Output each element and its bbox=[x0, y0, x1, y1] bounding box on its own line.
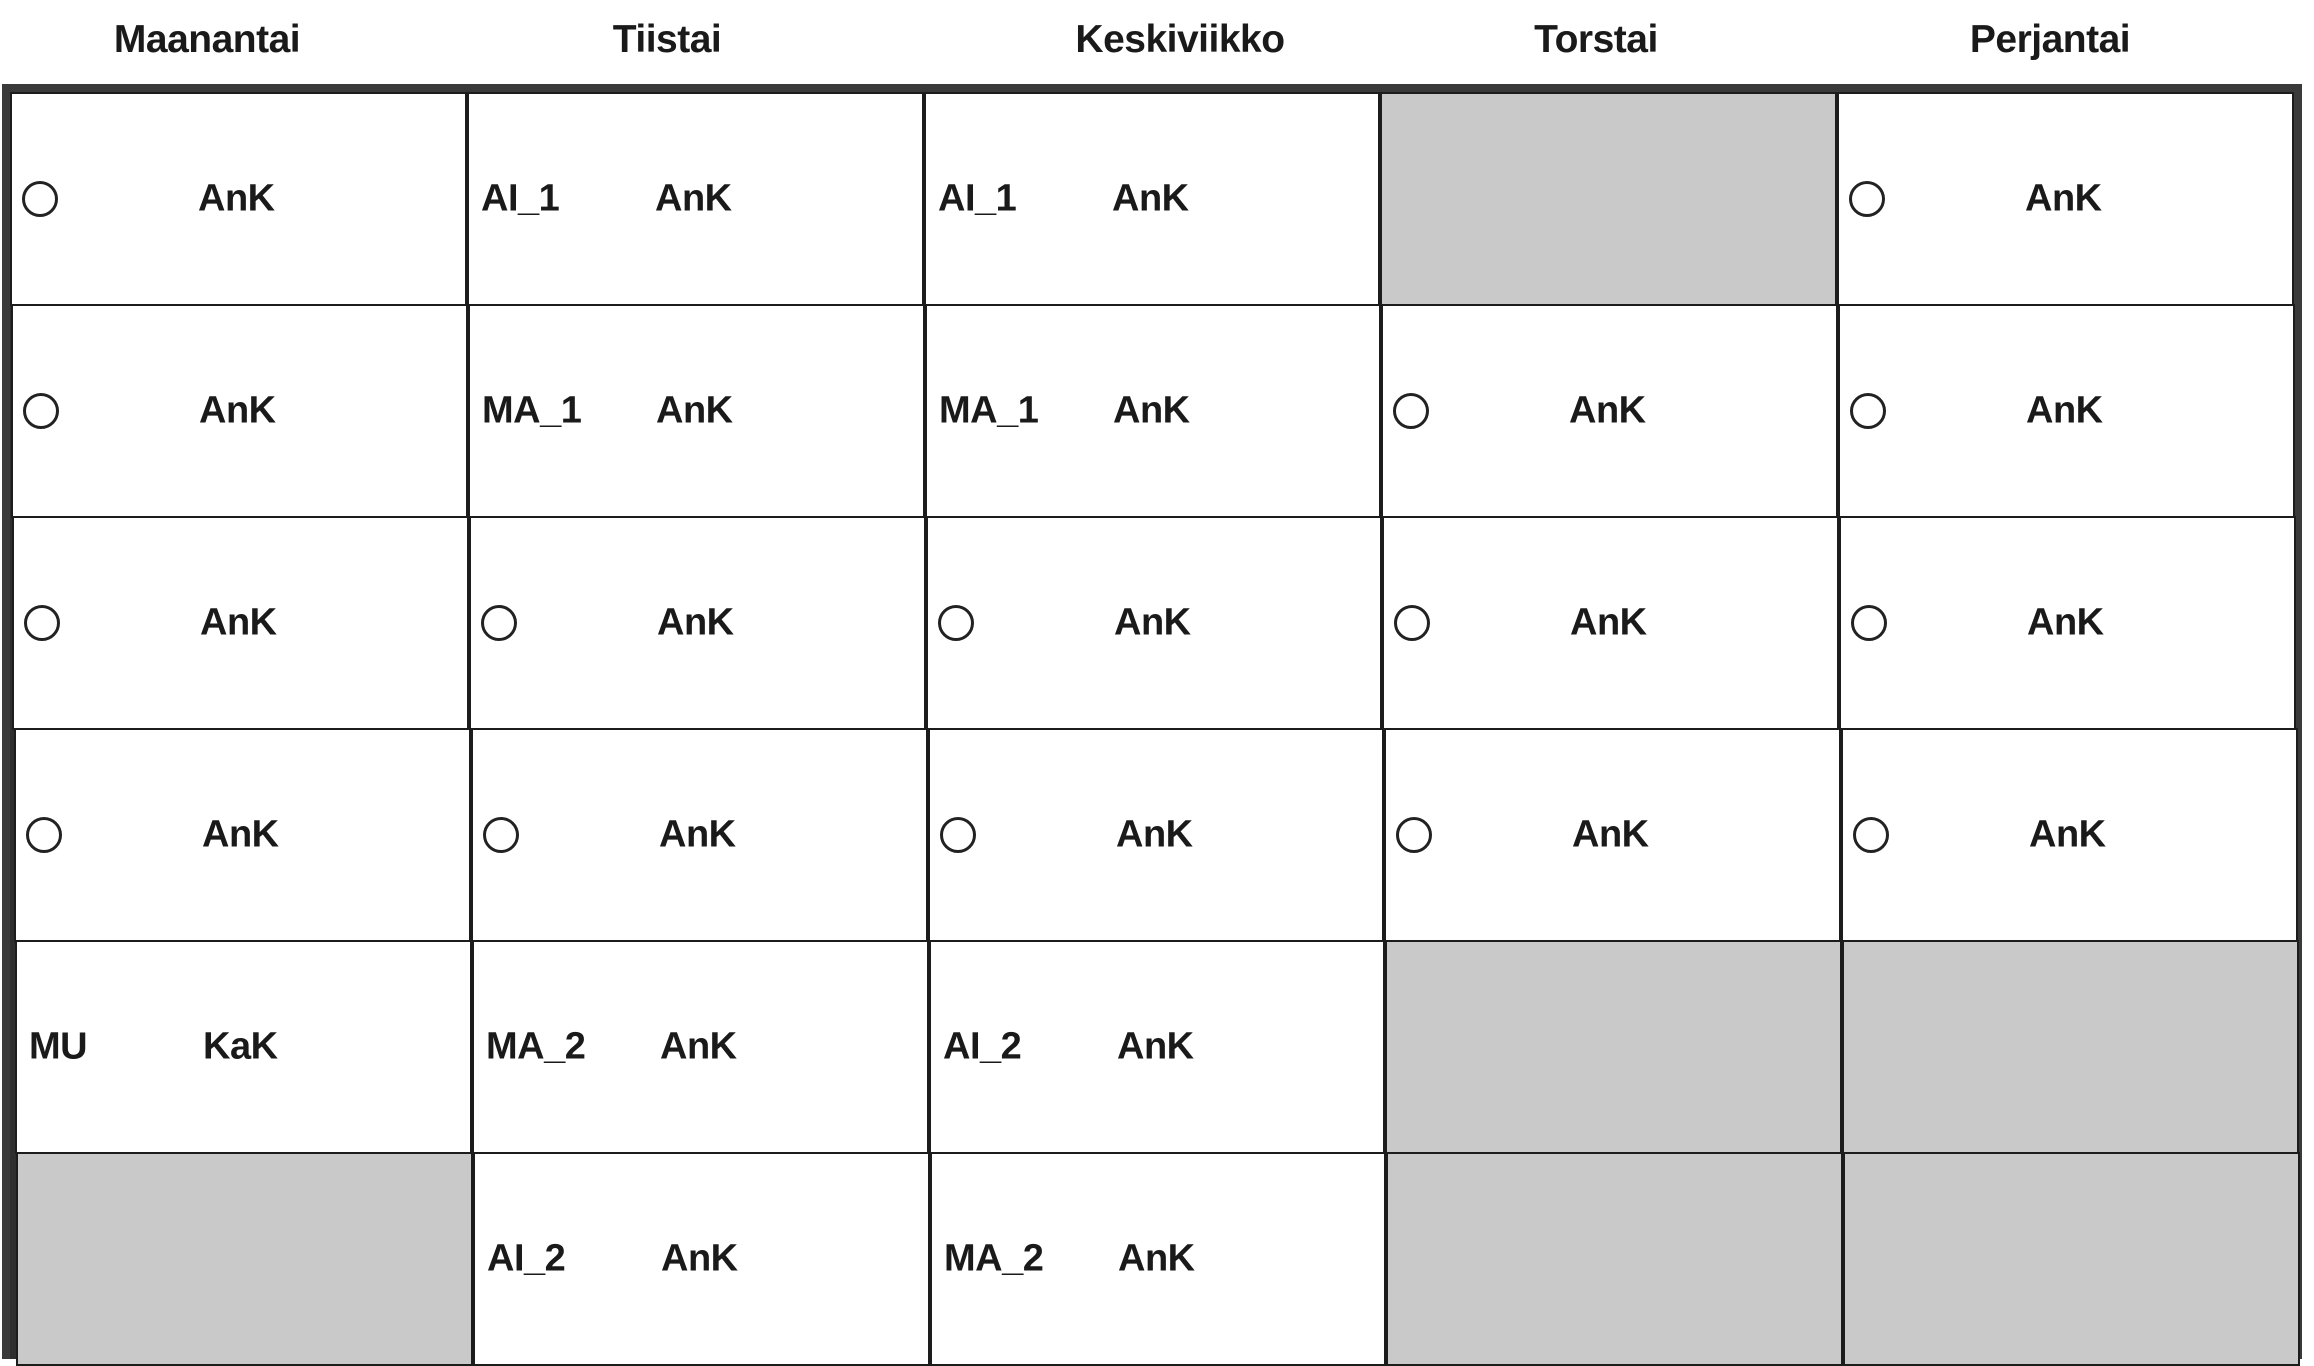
teacher-label: AnK bbox=[661, 1237, 738, 1280]
select-slot-radio[interactable] bbox=[1851, 605, 1887, 641]
slot-friday-1[interactable] bbox=[1837, 92, 2294, 306]
select-slot-radio[interactable] bbox=[1853, 817, 1889, 853]
slot-monday-5[interactable] bbox=[15, 940, 472, 1154]
teacher-label: AnK bbox=[655, 177, 732, 220]
teacher-label: AnK bbox=[656, 389, 733, 432]
slot-tuesday-4[interactable] bbox=[471, 728, 928, 942]
slot-thursday-4[interactable] bbox=[1384, 728, 1841, 942]
teacher-label: AnK bbox=[202, 813, 279, 856]
slot-friday-3[interactable] bbox=[1839, 516, 2296, 730]
slot-wednesday-6[interactable] bbox=[930, 1152, 1386, 1366]
slot-monday-3[interactable] bbox=[12, 516, 469, 730]
teacher-label: AnK bbox=[1114, 601, 1191, 644]
select-slot-radio[interactable] bbox=[481, 605, 517, 641]
course-code-label: MA_1 bbox=[482, 389, 582, 432]
slot-wednesday-4[interactable] bbox=[928, 728, 1384, 942]
teacher-label: AnK bbox=[659, 813, 736, 856]
course-code-label: MA_2 bbox=[486, 1025, 586, 1068]
slot-thursday-2[interactable] bbox=[1381, 304, 1838, 518]
teacher-label: AnK bbox=[2029, 813, 2106, 856]
weekday-header-row bbox=[0, 0, 2314, 84]
teacher-label: AnK bbox=[2026, 389, 2103, 432]
teacher-label: AnK bbox=[1569, 389, 1646, 432]
course-code-label: MA_1 bbox=[939, 389, 1039, 432]
teacher-label: AnK bbox=[1572, 813, 1649, 856]
teacher-label: AnK bbox=[198, 177, 275, 220]
schedule-grid bbox=[2, 84, 2302, 1359]
slot-tuesday-6[interactable] bbox=[473, 1152, 930, 1366]
slot-friday-4[interactable] bbox=[1841, 728, 2298, 942]
teacher-label: AnK bbox=[199, 389, 276, 432]
teacher-label: AnK bbox=[1117, 1025, 1194, 1068]
slot-friday-6 bbox=[1843, 1152, 2300, 1366]
teacher-label: AnK bbox=[1118, 1237, 1195, 1280]
day-header-friday: Perjantai bbox=[1969, 18, 2131, 61]
select-slot-radio[interactable] bbox=[938, 605, 974, 641]
slot-tuesday-2[interactable] bbox=[468, 304, 925, 518]
slot-friday-2[interactable] bbox=[1838, 304, 2295, 518]
course-code-label: AI_2 bbox=[943, 1025, 1022, 1068]
day-header-thursday: Torstai bbox=[1534, 18, 1658, 61]
select-slot-radio[interactable] bbox=[483, 817, 519, 853]
teacher-label: AnK bbox=[2025, 177, 2102, 220]
course-code-label: MA_2 bbox=[944, 1237, 1044, 1280]
teacher-label: KaK bbox=[203, 1025, 278, 1068]
day-header-monday: Maanantai bbox=[113, 18, 301, 61]
slot-thursday-6 bbox=[1386, 1152, 1843, 1366]
select-slot-radio[interactable] bbox=[1849, 181, 1885, 217]
slot-wednesday-2[interactable] bbox=[925, 304, 1381, 518]
teacher-label: AnK bbox=[660, 1025, 737, 1068]
slot-monday-4[interactable] bbox=[14, 728, 471, 942]
teacher-label: AnK bbox=[1112, 177, 1189, 220]
select-slot-radio[interactable] bbox=[1394, 605, 1430, 641]
slot-thursday-3[interactable] bbox=[1382, 516, 1839, 730]
select-slot-radio[interactable] bbox=[1393, 393, 1429, 429]
slot-thursday-5 bbox=[1385, 940, 1842, 1154]
teacher-label: AnK bbox=[1113, 389, 1190, 432]
teacher-label: AnK bbox=[1570, 601, 1647, 644]
slot-thursday-1 bbox=[1380, 92, 1837, 306]
teacher-label: AnK bbox=[1116, 813, 1193, 856]
slot-monday-1[interactable] bbox=[10, 92, 467, 306]
course-code-label: AI_1 bbox=[481, 177, 560, 220]
select-slot-radio[interactable] bbox=[1850, 393, 1886, 429]
select-slot-radio[interactable] bbox=[940, 817, 976, 853]
slot-wednesday-3[interactable] bbox=[926, 516, 1382, 730]
day-header-tuesday: Tiistai bbox=[612, 18, 722, 61]
day-header-wednesday: Keskiviikko bbox=[1075, 18, 1285, 61]
course-code-label: AI_2 bbox=[487, 1237, 566, 1280]
teacher-label: AnK bbox=[657, 601, 734, 644]
select-slot-radio[interactable] bbox=[1396, 817, 1432, 853]
slot-monday-2[interactable] bbox=[11, 304, 468, 518]
slot-wednesday-5[interactable] bbox=[929, 940, 1385, 1154]
slot-tuesday-3[interactable] bbox=[469, 516, 926, 730]
course-code-label: AI_1 bbox=[938, 177, 1017, 220]
select-slot-radio[interactable] bbox=[23, 393, 59, 429]
slot-friday-5 bbox=[1842, 940, 2299, 1154]
teacher-label: AnK bbox=[200, 601, 277, 644]
select-slot-radio[interactable] bbox=[22, 181, 58, 217]
slot-monday-6 bbox=[16, 1152, 473, 1366]
teacher-label: AnK bbox=[2027, 601, 2104, 644]
slot-tuesday-1[interactable] bbox=[467, 92, 924, 306]
select-slot-radio[interactable] bbox=[26, 817, 62, 853]
select-slot-radio[interactable] bbox=[24, 605, 60, 641]
slot-tuesday-5[interactable] bbox=[472, 940, 929, 1154]
slot-wednesday-1[interactable] bbox=[924, 92, 1380, 306]
course-code-label: MU bbox=[29, 1025, 88, 1068]
